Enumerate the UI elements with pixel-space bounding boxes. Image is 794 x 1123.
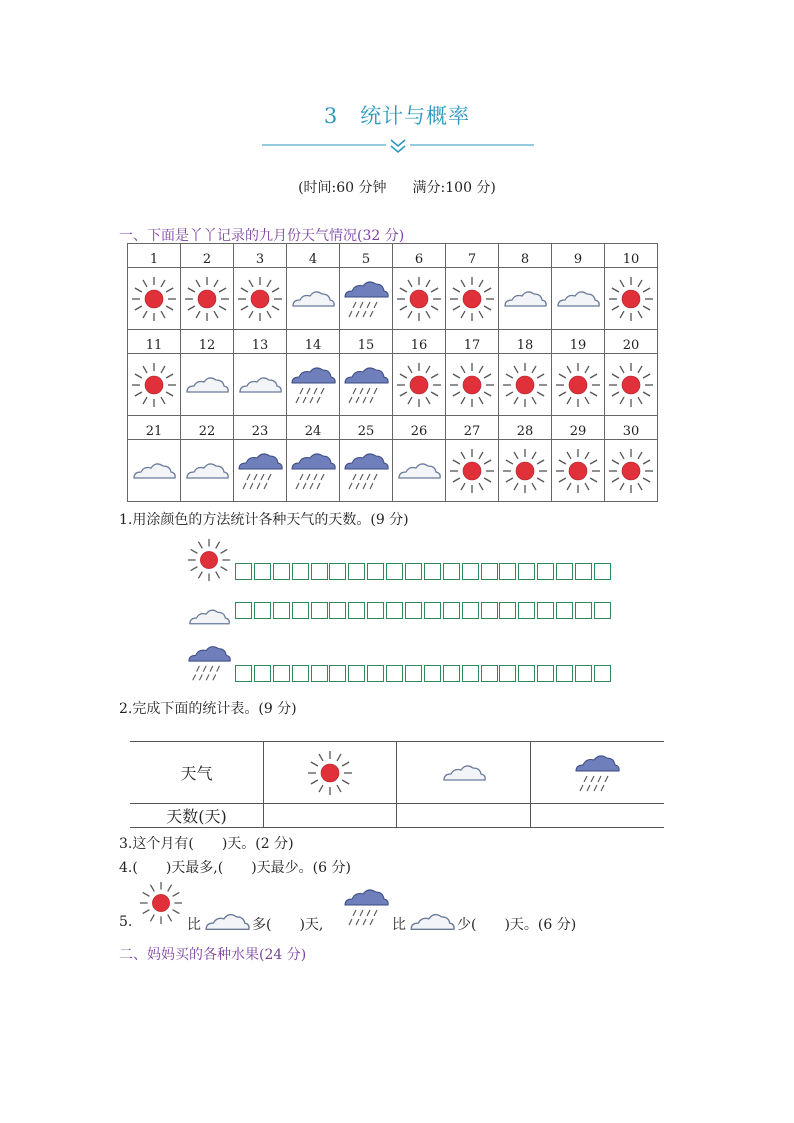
- color-cell[interactable]: [235, 563, 252, 580]
- color-cell[interactable]: [424, 665, 441, 682]
- stats-cloud-icon: [397, 749, 529, 797]
- calendar-weather-cell: [287, 268, 340, 330]
- color-cell[interactable]: [329, 665, 346, 682]
- calendar-weather-cell: [287, 440, 340, 502]
- bar-sun-icon: [186, 537, 232, 587]
- color-cell[interactable]: [292, 602, 309, 619]
- calendar-weather-cell: [605, 268, 658, 330]
- color-cell[interactable]: [367, 602, 384, 619]
- calendar-day-number: 15: [340, 330, 393, 354]
- calendar-day-number: 17: [446, 330, 499, 354]
- color-cell[interactable]: [311, 563, 328, 580]
- sun-icon: [234, 275, 286, 323]
- calendar-weather-cell: [605, 440, 658, 502]
- calendar-day-number: 14: [287, 330, 340, 354]
- color-cell[interactable]: [575, 665, 592, 682]
- color-cell[interactable]: [273, 563, 290, 580]
- calendar-day-number: 6: [393, 244, 446, 268]
- color-cell[interactable]: [481, 602, 498, 619]
- full-score: 满分:100 分): [412, 180, 496, 196]
- q5-cloud-icon-2: [407, 897, 457, 951]
- sun-icon: [605, 361, 657, 409]
- calendar-weather-cell: [181, 440, 234, 502]
- color-cell[interactable]: [311, 665, 328, 682]
- calendar-weather-cell: [340, 354, 393, 416]
- sun-icon: [552, 361, 604, 409]
- color-cell[interactable]: [386, 665, 403, 682]
- calendar-day-number: 24: [287, 416, 340, 440]
- calendar-weather-cell: [499, 440, 552, 502]
- color-cell[interactable]: [254, 563, 271, 580]
- cloud-icon: [234, 361, 286, 409]
- stats-sun-cell: [264, 742, 397, 804]
- stats-cloud-days-input[interactable]: [397, 804, 530, 828]
- calendar-day-number: 16: [393, 330, 446, 354]
- color-cell[interactable]: [273, 602, 290, 619]
- color-cell[interactable]: [386, 563, 403, 580]
- calendar-weather-cell: [499, 354, 552, 416]
- color-cell[interactable]: [481, 665, 498, 682]
- calendar-day-number: 19: [552, 330, 605, 354]
- section-1-title: 一、下面是丫丫记录的九月份天气情况(32 分): [119, 228, 405, 244]
- calendar-day-number: 10: [605, 244, 658, 268]
- stats-rain-icon: [531, 749, 664, 797]
- chapter-number: 3: [323, 104, 339, 128]
- cloud-icon: [287, 275, 339, 323]
- cloud-icon: [499, 275, 551, 323]
- sun-icon: [393, 361, 445, 409]
- color-cell[interactable]: [594, 665, 611, 682]
- sun-icon: [446, 275, 498, 323]
- color-cell[interactable]: [462, 665, 479, 682]
- question-3: 3.这个月有( )天。(2 分): [119, 836, 294, 852]
- calendar-weather-cell: [287, 354, 340, 416]
- color-cell[interactable]: [311, 602, 328, 619]
- calendar-day-number: 11: [128, 330, 181, 354]
- rain-cloud-icon: [340, 275, 392, 323]
- calendar-day-number: 23: [234, 416, 287, 440]
- calendar-day-number: 22: [181, 416, 234, 440]
- time-limit: (时间:60 分钟: [298, 180, 387, 196]
- calendar-weather-cell: [552, 440, 605, 502]
- sun-icon: [446, 447, 498, 495]
- rain-cloud-icon: [340, 361, 392, 409]
- rain-cloud-icon: [287, 447, 339, 495]
- color-cell[interactable]: [348, 563, 365, 580]
- color-cell[interactable]: [556, 602, 573, 619]
- bar-cloud-icon: [186, 594, 232, 644]
- question-4: 4.( )天最多,( )天最少。(6 分): [119, 860, 351, 876]
- q5-text-bi-2: 比: [392, 917, 406, 933]
- sun-icon: [181, 275, 233, 323]
- bar-rain-icon: [186, 640, 232, 690]
- calendar-day-number: 21: [128, 416, 181, 440]
- calendar-weather-cell: [446, 354, 499, 416]
- calendar-weather-cell: [128, 440, 181, 502]
- sun-icon: [552, 447, 604, 495]
- color-cell[interactable]: [424, 563, 441, 580]
- stats-label-weather: 天气: [130, 742, 264, 804]
- question-5-number: 5.: [119, 914, 133, 930]
- q5-rain-icon: [342, 883, 390, 935]
- calendar-day-number: 29: [552, 416, 605, 440]
- calendar-day-number: 8: [499, 244, 552, 268]
- color-bar-sun[interactable]: [235, 563, 613, 580]
- stats-rain-days-input[interactable]: [530, 804, 664, 828]
- calendar-weather-cell: [234, 440, 287, 502]
- page-title: [0, 100, 794, 130]
- q5-text-bi-1: 比: [187, 917, 201, 933]
- color-cell[interactable]: [594, 602, 611, 619]
- color-cell[interactable]: [424, 602, 441, 619]
- color-cell[interactable]: [348, 665, 365, 682]
- stats-sun-icon: [264, 749, 396, 797]
- color-cell[interactable]: [292, 563, 309, 580]
- q5-cloud-icon-1: [202, 897, 252, 951]
- q5-sun-icon: [138, 880, 184, 930]
- calendar-weather-cell: [446, 440, 499, 502]
- cloud-icon: [128, 447, 180, 495]
- color-cell[interactable]: [556, 563, 573, 580]
- color-cell[interactable]: [405, 602, 422, 619]
- calendar-day-number: 4: [287, 244, 340, 268]
- color-cell[interactable]: [499, 602, 516, 619]
- stats-sun-days-input[interactable]: [264, 804, 397, 828]
- calendar-weather-cell: [499, 268, 552, 330]
- color-cell[interactable]: [537, 602, 554, 619]
- color-cell[interactable]: [462, 563, 479, 580]
- sun-icon: [605, 447, 657, 495]
- stats-rain-cell: [530, 742, 664, 804]
- calendar-weather-cell: [181, 354, 234, 416]
- color-cell[interactable]: [405, 563, 422, 580]
- color-cell[interactable]: [575, 563, 592, 580]
- color-cell[interactable]: [386, 602, 403, 619]
- calendar-day-number: 13: [234, 330, 287, 354]
- color-cell[interactable]: [556, 665, 573, 682]
- calendar-weather-cell: [393, 354, 446, 416]
- color-cell[interactable]: [329, 563, 346, 580]
- calendar-day-number: 5: [340, 244, 393, 268]
- color-cell[interactable]: [367, 563, 384, 580]
- color-cell[interactable]: [499, 563, 516, 580]
- rain-cloud-icon: [287, 361, 339, 409]
- calendar-day-number: 18: [499, 330, 552, 354]
- sun-icon: [605, 275, 657, 323]
- color-cell[interactable]: [594, 563, 611, 580]
- calendar-weather-cell: [181, 268, 234, 330]
- chapter-title: 统计与概率: [360, 104, 471, 128]
- calendar-weather-cell: [393, 440, 446, 502]
- sun-icon: [499, 447, 551, 495]
- question-1: 1.用涂颜色的方法统计各种天气的天数。(9 分): [119, 512, 409, 528]
- color-bar-cloud[interactable]: [235, 602, 613, 619]
- cloud-icon: [181, 447, 233, 495]
- calendar-weather-cell: [340, 440, 393, 502]
- color-cell[interactable]: [292, 665, 309, 682]
- calendar-day-number: 9: [552, 244, 605, 268]
- color-cell[interactable]: [443, 563, 460, 580]
- color-bar-rain[interactable]: [235, 665, 613, 682]
- calendar-weather-cell: [340, 268, 393, 330]
- calendar-day-number: 28: [499, 416, 552, 440]
- stats-label-days: 天数(天): [130, 804, 264, 828]
- section-2-title: 二、妈妈买的各种水果(24 分): [119, 947, 307, 963]
- color-cell[interactable]: [254, 602, 271, 619]
- calendar-weather-cell: [128, 354, 181, 416]
- color-cell[interactable]: [537, 563, 554, 580]
- calendar-weather-cell: [605, 354, 658, 416]
- color-cell[interactable]: [235, 602, 252, 619]
- calendar-weather-cell: [393, 268, 446, 330]
- sun-icon: [393, 275, 445, 323]
- weather-calendar: [127, 243, 658, 502]
- calendar-weather-cell: [234, 268, 287, 330]
- calendar-day-number: 2: [181, 244, 234, 268]
- color-cell[interactable]: [235, 665, 252, 682]
- stats-table: [130, 741, 664, 828]
- color-cell[interactable]: [329, 602, 346, 619]
- color-cell[interactable]: [443, 602, 460, 619]
- sun-icon: [446, 361, 498, 409]
- exam-meta: [0, 177, 794, 197]
- color-cell[interactable]: [518, 602, 535, 619]
- sun-icon: [128, 361, 180, 409]
- calendar-day-number: 27: [446, 416, 499, 440]
- color-cell[interactable]: [518, 665, 535, 682]
- color-cell[interactable]: [499, 665, 516, 682]
- q5-text-shao: 少( )天。(6 分): [457, 917, 577, 933]
- rain-cloud-icon: [340, 447, 392, 495]
- q5-text-duo: 多( )天,: [252, 917, 324, 933]
- color-cell[interactable]: [462, 602, 479, 619]
- sun-icon: [128, 275, 180, 323]
- calendar-weather-cell: [234, 354, 287, 416]
- calendar-day-number: 26: [393, 416, 446, 440]
- stats-cloud-cell: [397, 742, 530, 804]
- cloud-icon: [181, 361, 233, 409]
- calendar-weather-cell: [446, 268, 499, 330]
- calendar-day-number: 12: [181, 330, 234, 354]
- color-cell[interactable]: [481, 563, 498, 580]
- sun-icon: [499, 361, 551, 409]
- cloud-icon: [393, 447, 445, 495]
- color-cell[interactable]: [537, 665, 554, 682]
- calendar-day-number: 3: [234, 244, 287, 268]
- color-cell[interactable]: [575, 602, 592, 619]
- calendar-day-number: 7: [446, 244, 499, 268]
- rain-cloud-icon: [234, 447, 286, 495]
- cloud-icon: [552, 275, 604, 323]
- color-cell[interactable]: [405, 665, 422, 682]
- calendar-day-number: 30: [605, 416, 658, 440]
- calendar-day-number: 1: [128, 244, 181, 268]
- calendar-day-number: 20: [605, 330, 658, 354]
- calendar-weather-cell: [552, 268, 605, 330]
- color-cell[interactable]: [254, 665, 271, 682]
- color-cell[interactable]: [443, 665, 460, 682]
- title-divider: [262, 137, 534, 159]
- color-cell[interactable]: [367, 665, 384, 682]
- color-cell[interactable]: [518, 563, 535, 580]
- color-cell[interactable]: [348, 602, 365, 619]
- calendar-weather-cell: [128, 268, 181, 330]
- color-cell[interactable]: [273, 665, 290, 682]
- calendar-day-number: 25: [340, 416, 393, 440]
- question-2: 2.完成下面的统计表。(9 分): [119, 701, 297, 717]
- calendar-weather-cell: [552, 354, 605, 416]
